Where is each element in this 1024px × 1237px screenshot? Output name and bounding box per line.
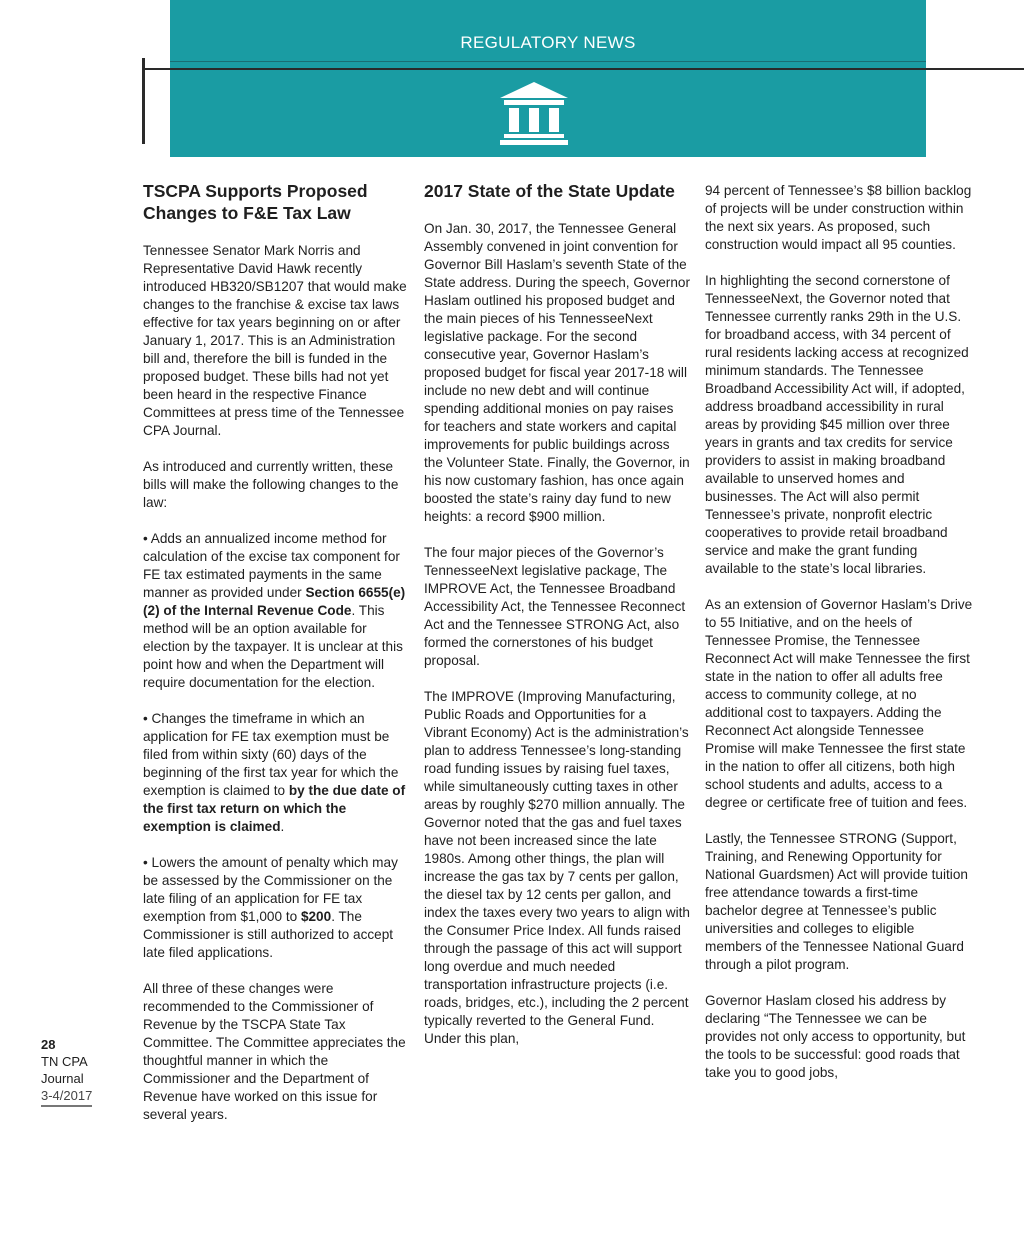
header-rule xyxy=(142,68,1024,70)
article-title: 2017 State of the State Update xyxy=(424,181,675,201)
article-tscpa-column xyxy=(143,180,411,1142)
paragraph: On Jan. 30, 2017, the Tennessee General Assembly convened in joint convention for Governor Bill Haslam’s seventh State of the State address. During the speech, Governor Haslam outlined his proposed budget and the main pieces of his TennesseeNext legislative package. For the second consecutive year, Governor Haslam’s proposed budget for fiscal year 2017-18 will include no new debt and will continue spending additional monies on pay raises for teachers and state workers and capital improvements for public buildings across the Volunteer State. Finally, the Governor, in his now customary fashion, has once again boosted the state’s rainy day fund to new heights: a record $900 million. xyxy=(424,221,690,524)
bullet-item: • Lowers the amount of penalty which may be assessed by the Commissioner on the late filing of an application for FE tax exemption from $1,000 to $200. The Commissioner is still authorized to accept late filed applications. xyxy=(143,855,398,960)
header-left-rule xyxy=(142,58,145,144)
article-state-continued-column xyxy=(705,182,973,1100)
page-footer-info xyxy=(41,1036,92,1107)
paragraph: In highlighting the second cornerstone of TennesseeNext, the Governor noted that Tennessee currently ranks 29th in the U.S. for broadband access, with 34 percent of rural residents lacking access at recognized minimum standards. The Tennessee Broadband Accessibility Act will, if adopted, address broadband accessibility in rural areas by providing $45 million over three years in grants and tax credits for service providers to assist in making broadband available to unserved homes and businesses. The Act will also permit Tennessee’s private, nonprofit electric cooperatives to provide retail broadband service and make the grant funding available to the state’s local libraries. xyxy=(705,273,969,576)
banner-rule xyxy=(170,61,926,62)
paragraph: The four major pieces of the Governor’s TennesseeNext legislative package, The IMPROVE Act, the Tennessee Broadband Accessibility Act, the Tennessee Reconnect Act and the Tennessee STRONG Act, also formed the cornerstones of his budget proposal. xyxy=(424,545,686,668)
bullet-item: • Changes the timeframe in which an application for FE tax exemption must be filed from within sixty (60) days of the beginning of the first tax year for which the exemption is claimed to by the due date of the first tax return on which the exemption is claimed. xyxy=(143,711,406,834)
bank-building-icon xyxy=(496,80,572,146)
paragraph: Governor Haslam closed his address by declaring “The Tennessee we can be provides not only access to opportunity, but the tools to be successful: good roads that take you to good jobs, xyxy=(705,993,966,1080)
paragraph: Lastly, the Tennessee STRONG (Support, Training, and Renewing Opportunity for National Guardsmen) Act will provide tuition free attendance towards a first-time bachelor degree at Tennessee’s public universities and colleges to eligible members of the Tennessee National Guard through a pilot program. xyxy=(705,831,968,972)
article-state-column xyxy=(424,180,690,1066)
paragraph: 94 percent of Tennessee’s $8 billion backlog of projects will be under construction within the next six years. As proposed, such construction would impact all 95 counties. xyxy=(705,183,972,252)
paragraph: All three of these changes were recommended to the Commissioner of Revenue by the TSCPA State Tax Committee. The Committee appreciates the thoughtful manner in which the Commissioner and the Department of Revenue have worked on this issue for several years. xyxy=(143,981,406,1122)
issue-date: 3-4/2017 xyxy=(41,1087,92,1107)
article-title: TSCPA Supports Proposed Changes to F&E Tax Law xyxy=(143,181,368,223)
paragraph: The IMPROVE (Improving Manufacturing, Public Roads and Opportunities for a Vibrant Economy) Act is the administration’s plan to address Tennessee’s long-standing road funding issues by raising fuel taxes, while simultaneously cutting taxes in other areas by roughly $270 million annually. The Governor noted that the gas and fuel taxes have not been increased since the late 1980s. Among other things, the plan will increase the gas tax by 7 cents per gallon, the diesel tax by 12 cents per gallon, and index the taxes every two years to align with the Consumer Price Index. All funds raised through the passage of this act will support long overdue and much needed transportation infrastructure projects (i.e. roads, bridges, etc.), including the 2 percent typically reverted to the General Fund. Under this plan, xyxy=(424,689,690,1046)
paragraph: As an extension of Governor Haslam’s Drive to 55 Initiative, and on the heels of Tennessee Promise, the Tennessee Reconnect Act will make Tennessee the first state in the nation to offer all adults free access to community college, at no additional cost to taxpayers. Adding the Reconnect Act alongside Tennessee Promise will make Tennessee the first state in the nation to offer all citizens, both high school students and adults, access to a degree or certificate free of tuition and fees. xyxy=(705,597,973,810)
paragraph: As introduced and currently written, these bills will make the following changes to the law: xyxy=(143,459,399,510)
bullet-item: • Adds an annualized income method for calculation of the excise tax component for FE tax estimated payments in the same manner as provided under Section 6655(e)(2) of the Internal Revenue Code. This method will be an option available for election by the taxpayer. It is unclear at this point how and when the Department will require documentation for the election. xyxy=(143,531,406,690)
paragraph: Tennessee Senator Mark Norris and Representative David Hawk recently introduced HB320/SB1207 that would make changes to the franchise & excise tax laws effective for tax years beginning on or after January 1, 2017. This is an Administration bill and, therefore the bill is funded in the proposed budget. These bills had not yet been heard in the respective Finance Committees at press time of the Tennessee CPA Journal. xyxy=(143,243,407,438)
publication-name: Journal xyxy=(41,1071,84,1086)
section-title: REGULATORY NEWS xyxy=(460,33,636,52)
page-number: 28 xyxy=(41,1037,56,1052)
publication-name: TN CPA xyxy=(41,1054,88,1069)
